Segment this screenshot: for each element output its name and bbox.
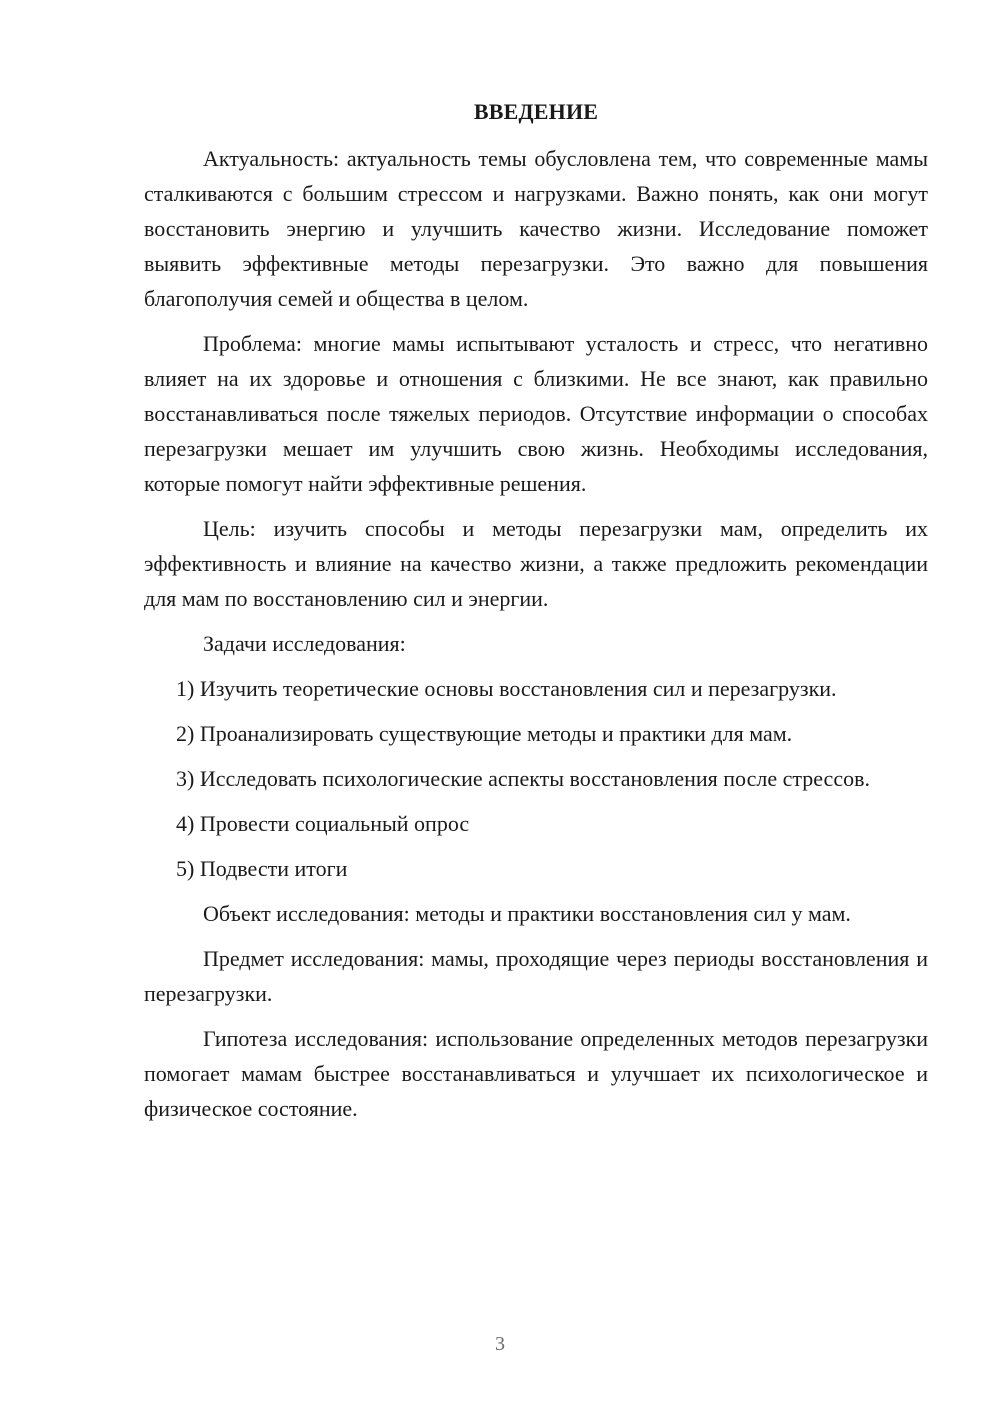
section-heading: ВВЕДЕНИЕ [473, 99, 599, 124]
hypothesis-paragraph: Гипотеза исследования: использование определенных методов перезагрузки помогает мамам быстрее восстанавливаться и улучшает их психологическое и физическое состояние. [144, 1026, 928, 1121]
goal-paragraph: Цель: изучить способы и методы перезагрузки мам, определить их эффективность и влияние на качество жизни, а также предложить рекомендации для мам по восстановлению сил и энергии. [144, 516, 928, 611]
task-item: 5) Подвести итоги [176, 856, 348, 881]
page-content [144, 94, 928, 1136]
page-number: 3 [495, 1333, 505, 1355]
relevance-paragraph: Актуальность: актуальность темы обусловлена тем, что современные мамы сталкиваются с большим стрессом и нагрузками. Важно понять, как они могут восстановить энергию и улучшить качество жизни. Исследование поможет выявить эффективные методы перезагрузки. Это важно для повышения благополучия семей и общества в целом. [144, 146, 928, 311]
subject-paragraph: Предмет исследования: мамы, проходящие через периоды восстановления и перезагрузки. [144, 946, 928, 1006]
tasks-title: Задачи исследования: [203, 631, 406, 656]
task-item: 3) Исследовать психологические аспекты восстановления после стрессов. [176, 766, 870, 791]
task-item: 1) Изучить теоретические основы восстановления сил и перезагрузки. [176, 676, 837, 701]
object-paragraph: Объект исследования: методы и практики восстановления сил у мам. [203, 901, 851, 926]
task-item: 4) Провести социальный опрос [176, 811, 470, 836]
task-item: 2) Проанализировать существующие методы и практики для мам. [176, 721, 793, 746]
problem-paragraph: Проблема: многие мамы испытывают усталость и стресс, что негативно влияет на их здоровье и отношения с близкими. Не все знают, как правильно восстанавливаться после тяжелых периодов. Отсутствие информации о способах перезагрузки мешает им улучшить свою жизнь. Необходимы исследования, которые помогут найти эффективные решения. [144, 331, 928, 496]
